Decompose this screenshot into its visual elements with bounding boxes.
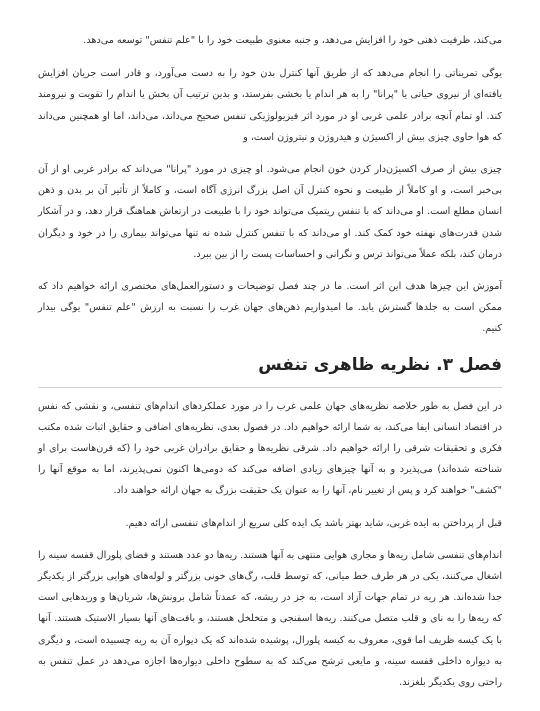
paragraph-chapter-intro: در این فصل به طور خلاصه نظریه‌های جهان علمی غرب را در مورد عملکردهای اندام‌های تنفسی، و نقشی که نفس در اقتصاد انسانی ایفا می‌کند، به شما ارائه خواهیم داد. در فصول بعدی، نظریه‌های اضافی و حقایق اثبات شده مکتب فکری و تحقیقات شرقی را ارائه خواهیم داد. شرقی نظریه‌ها و حقایق برادران غربی خود را (که قرن‌هاست برای او شناخته شده‌اند) می‌پذیرد و به آنها چیزهای زیادی اضافه می‌کند که دومی‌ها اکنون نمی‌پذیرند، اما به موقع آنها را "کشف" خواهند کرد و پس از تغییر نام، آنها را به عنوان یک حقیقت بزرگ به جهان ارائه خواهند داد.	[38, 400, 502, 497]
paragraph-yogi-exercises: یوگی تمریناتی را انجام می‌دهد که از طریق آنها کنترل بدن خود را به دست می‌آورد، و قادر است جریان افزایش یافته‌ای از نیروی حیاتی یا "پرانا" را به هر اندام یا بخشی بفرستد، و بدین ترتیب آن بخش یا اندام را تقویت و نیرومند کند. او تمام آنچه برادر علمی غربی او در مورد اثر فیزیولوژیکی تنفس صحیح می‌داند، می‌داند، اما او همچنین می‌داند که هوا حاوی چیزی بیش از اکسیژن و هیدروژن و نیتروژن است، و	[38, 68, 502, 143]
paragraph-intro-continuation: می‌کند، ظرفیت ذهنی خود را افزایش می‌دهد، و جنبه معنوی طبیعت خود را با "علم تنفس" توسعه می‌دهد.	[83, 35, 502, 46]
paragraph-prana-knowledge: چیزی بیش از صرف اکسیژن‌دار کردن خون انجام می‌شود. او چیزی در مورد "پرانا" می‌داند که برادر غربی او از آن بی‌خبر است، و او کاملاً از طبیعت و نحوه کنترل آن اصل بزرگ انرژی آگاه است، و کاملاً از تأثیر آن بر بدن و ذهن انسان مطلع است. او می‌داند که با تنفس ریتمیک می‌تواند خود را با طبیعت در ارتعاش هماهنگ قرار دهد، و در آشکار شدن قدرت‌های نهفته خود کمک کند. او می‌داند که با تنفس کنترل شده نه تنها می‌تواند بیماری را در خود و دیگران درمان کند، بلکه عملاً می‌تواند ترس و نگرانی و احساسات پست را از بین ببرد.	[38, 164, 502, 260]
chapter-heading: فصل ۳. نظریه ظاهری تنفس	[258, 354, 502, 375]
paragraph-before-western-idea: قبل از پرداختن به ایده غربی، شاید بهتر باشد یک ایده کلی سریع از اندام‌های تنفسی ارائه دهیم.	[125, 517, 502, 529]
paragraph-work-purpose: آموزش این چیزها هدف این اثر است. ما در چند فصل توضیحات و دستورالعمل‌های مختصری ارائه خواهیم داد که ممکن است به جلدها گسترش یابد. ما امیدواریم ذهن‌های جهان غرب را نسبت به ارزش "علم تنفس" یوگی بیدار کنیم.	[38, 281, 502, 335]
paragraph-respiratory-organs: اندام‌های تنفسی شامل ریه‌ها و مجاری هوایی منتهی به آنها هستند. ریه‌ها دو عدد هستند و فضای پلورال قفسه سینه را اشغال می‌کنند، یکی در هر طرف خط میانی، که توسط قلب، رگ‌های خونی بزرگتر و لوله‌های هوایی بزرگتر از یکدیگر جدا شده‌اند. هر ریه در تمام جهات آزاد است، به جز در ریشه، که عمدتاً شامل برونش‌ها، شریان‌ها و وریدهایی است که ریه‌ها را به نای و قلب متصل می‌کنند. ریه‌ها اسفنجی و متخلخل هستند، و بافت‌های آنها بسیار الاستیک هستند. آنها با یک کیسه ظریف اما قوی، معروف به کیسه پلورال، پوشیده شده‌اند که یک دیواره آن به ریه چسبیده است، و دیگری به دیواره داخلی قفسه سینه، و مایعی ترشح می‌کند که به سطوح داخلی دیواره‌ها اجازه می‌دهد در عمل تنفس به راحتی روی یکدیگر بلغزند.	[38, 549, 502, 689]
heading-divider	[38, 387, 502, 388]
